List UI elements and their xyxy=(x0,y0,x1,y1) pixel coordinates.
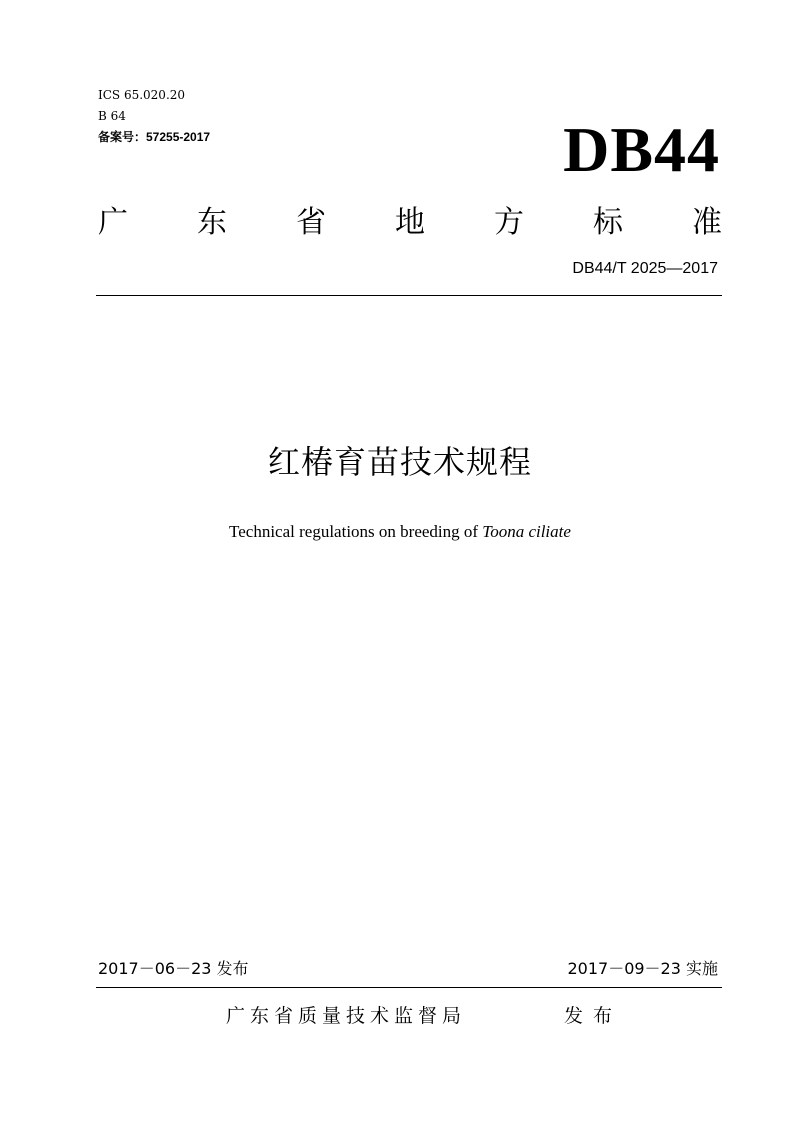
standard-type-heading xyxy=(98,203,722,243)
top-divider xyxy=(96,295,722,296)
issuing-authority: 广东省质量技术监督局 xyxy=(226,1005,467,1027)
issuing-action: 发布 xyxy=(564,1005,623,1027)
standard-type-char: 标 xyxy=(593,205,623,240)
document-title-english xyxy=(0,520,800,544)
publish-date: 2017－06－23 发布 xyxy=(98,959,249,978)
classification-code: B 64 xyxy=(98,109,126,123)
standard-code-logo: DB44 xyxy=(563,114,720,185)
standard-type-char: 准 xyxy=(692,205,722,240)
standard-type-char: 省 xyxy=(296,205,326,240)
title-english-prefix: Technical regulations on breeding of xyxy=(229,522,483,541)
title-english-species: Toona ciliate xyxy=(482,522,571,541)
ics-code: ICS 65.020.20 xyxy=(98,88,186,102)
standard-type-char: 东 xyxy=(197,205,227,240)
record-number: 备案号：57255-2017 xyxy=(98,130,211,144)
standard-type-char: 方 xyxy=(494,205,524,240)
bottom-divider xyxy=(96,987,722,988)
standard-type-char: 地 xyxy=(395,205,425,240)
document-title: 红椿育苗技术规程 xyxy=(267,443,532,481)
standard-type-char: 广 xyxy=(98,205,128,240)
implementation-date: 2017－09－23 实施 xyxy=(567,959,718,978)
standard-number: DB44/T 2025—2017 xyxy=(572,260,718,277)
